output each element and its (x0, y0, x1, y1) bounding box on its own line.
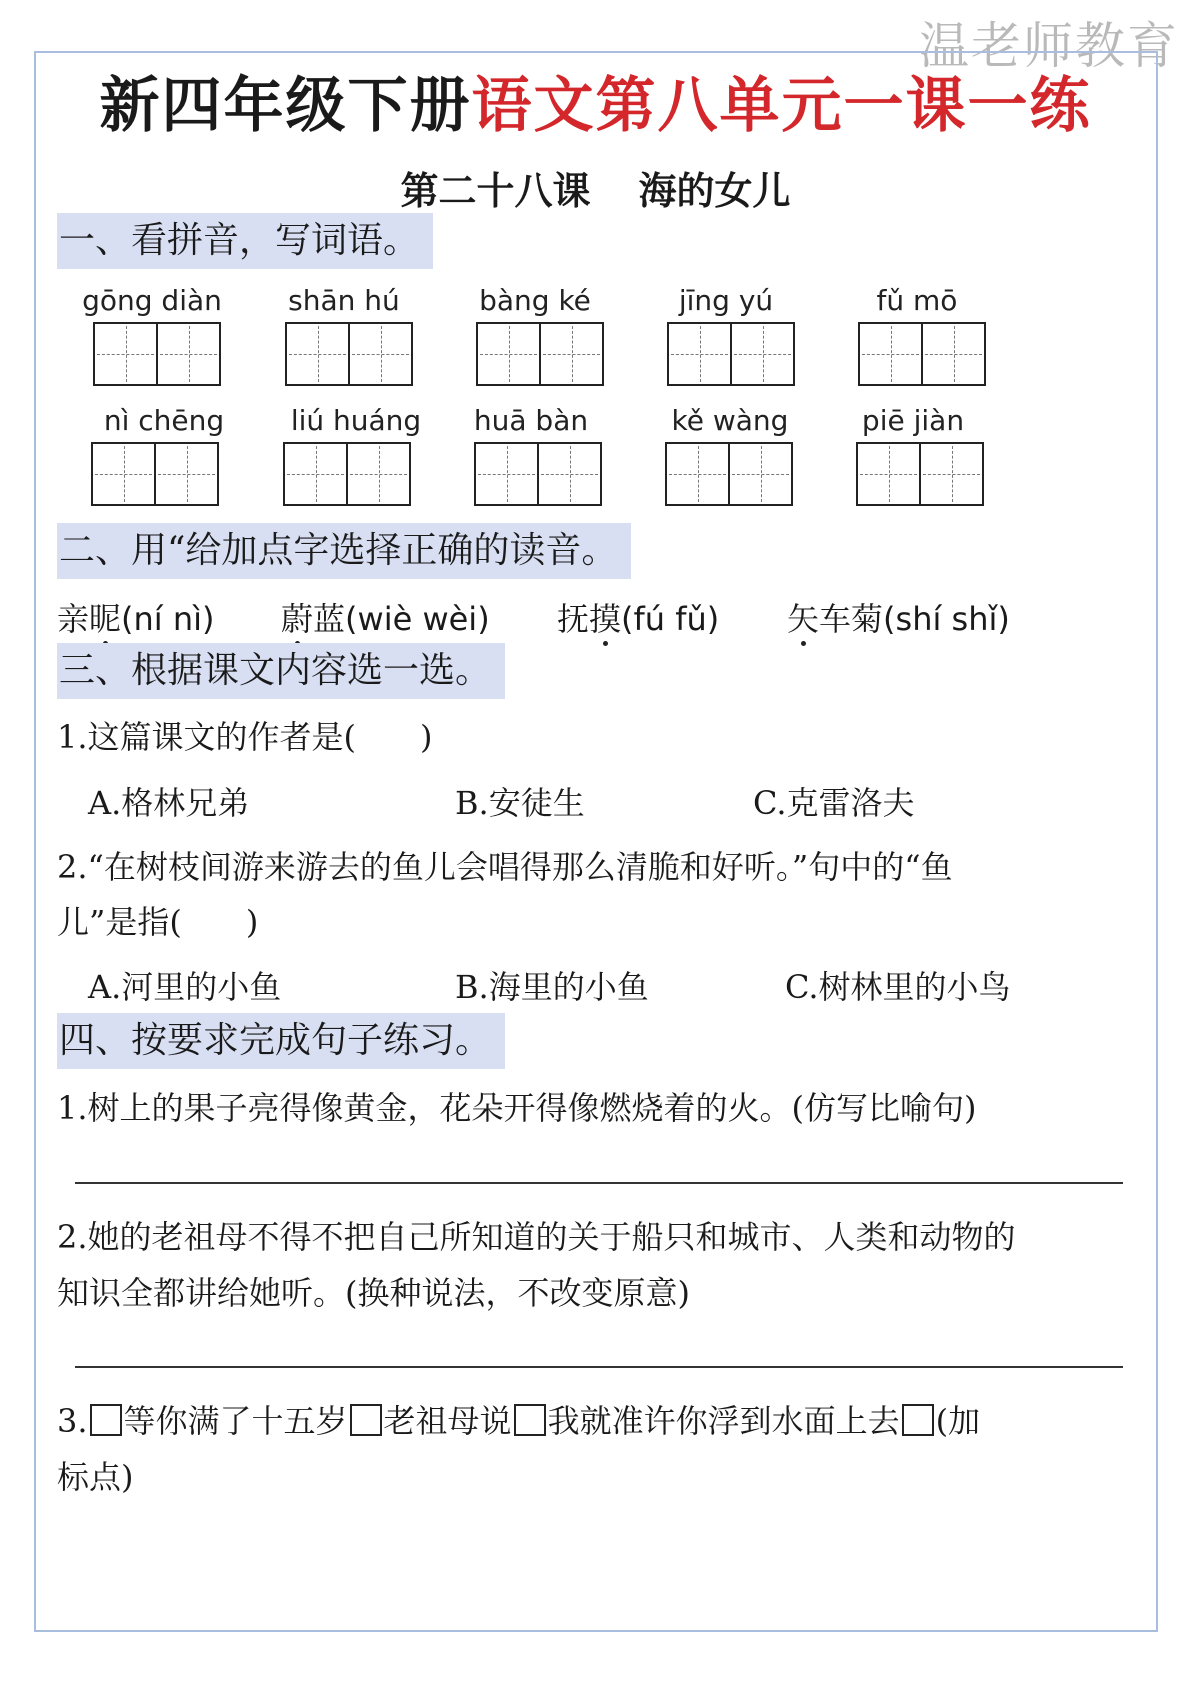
writing-grid[interactable] (667, 322, 795, 386)
writing-grid[interactable] (858, 322, 986, 386)
answer-line[interactable] (75, 1182, 1123, 1184)
writing-grid[interactable] (93, 322, 221, 386)
pinyin-label: liú huáng (290, 404, 422, 437)
dotted-char: 昵 (89, 594, 121, 640)
sentence-fragment: 老祖母说 (383, 1402, 512, 1440)
sentence-task-1: 1.树上的果子亮得像黄金，花朵开得像燃烧着的火。(仿写比喻句) (57, 1089, 977, 1127)
watermark: 温老师教育 (919, 17, 1179, 75)
pinyin-label: nì chēng (103, 404, 225, 437)
pinyin-label: kě wàng (671, 404, 789, 437)
page-title (0, 58, 1191, 144)
lesson-name: 海的女儿 (638, 169, 791, 213)
section-heading-2: 二、用“给加点字选择正确的读音。 (57, 523, 631, 579)
pinyin-options[interactable]: (shí shǐ) (883, 600, 1010, 638)
sentence-fragment: 我就准许你浮到水面上去 (547, 1402, 900, 1440)
sentence-task-2: 2.她的老祖母不得不把自己所知道的关于船只和城市、人类和动物的 (57, 1218, 1016, 1256)
sentence-task-2-cont: 知识全都讲给她听。(换种说法，不改变原意) (57, 1274, 690, 1312)
pinyin-label: gōng diàn (82, 284, 222, 317)
sentence-task-3-cont: 标点) (57, 1458, 134, 1496)
pinyin-label: piē jiàn (861, 404, 965, 437)
pinyin-options[interactable]: (ní nì) (121, 600, 215, 638)
option-c[interactable]: C.克雷洛夫 (753, 784, 915, 822)
writing-grid[interactable] (474, 442, 602, 506)
section-heading-3: 三、根据课文内容选一选。 (57, 643, 505, 699)
writing-grid[interactable] (91, 442, 219, 506)
pronunciation-item (281, 594, 490, 640)
item-text: 抚 (557, 600, 590, 638)
lesson-number: 第二十八课 (400, 169, 591, 213)
punctuation-box[interactable] (514, 1404, 546, 1436)
option-c[interactable]: C.树林里的小鸟 (785, 968, 1011, 1006)
pinyin-label: jīng yú (678, 284, 774, 317)
item-text: 亲 (57, 600, 90, 638)
answer-line[interactable] (75, 1366, 1123, 1368)
option-a[interactable]: A.河里的小鱼 (88, 968, 282, 1006)
dotted-char: 蔚 (281, 594, 313, 640)
pinyin-label: shān hú (288, 284, 400, 317)
pinyin-label: bàng ké (479, 284, 591, 317)
option-b[interactable]: B.海里的小鱼 (455, 968, 649, 1006)
writing-grid[interactable] (283, 442, 411, 506)
writing-grid[interactable] (285, 322, 413, 386)
writing-grid[interactable] (476, 322, 604, 386)
item-text: 蓝 (313, 600, 346, 638)
task-number: 3. (57, 1402, 88, 1440)
instruction-text: (加 (935, 1402, 981, 1440)
question-1: 1.这篇课文的作者是( ) (57, 718, 433, 756)
writing-grid[interactable] (856, 442, 984, 506)
question-2: 2.“在树枝间游来游去的鱼儿会唱得那么清脆和好听。”句中的“鱼 (57, 848, 953, 886)
dotted-char: 矢 (787, 594, 819, 640)
section-heading-4: 四、按要求完成句子练习。 (57, 1013, 505, 1069)
sentence-fragment: 等你满了十五岁 (123, 1402, 348, 1440)
pronunciation-item (557, 594, 719, 640)
pronunciation-item (57, 594, 215, 640)
item-text: 车菊 (819, 600, 884, 638)
option-a[interactable]: A.格林兄弟 (88, 784, 250, 822)
pinyin-options[interactable]: (fú fǔ) (621, 600, 720, 638)
dotted-char: 摸 (589, 594, 621, 640)
pinyin-options[interactable]: (wiè wèi) (345, 600, 490, 638)
title-unit: 语文第八单元一课一练 (471, 71, 1092, 141)
writing-grid[interactable] (665, 442, 793, 506)
pinyin-label: huā bàn (473, 404, 589, 437)
pronunciation-item (787, 594, 1010, 640)
pinyin-label: fǔ mō (876, 284, 958, 317)
title-grade: 新四年级下册 (99, 71, 472, 141)
option-b[interactable]: B.安徒生 (455, 784, 585, 822)
section-heading-1: 一、看拼音，写词语。 (57, 213, 433, 269)
sentence-task-3 (57, 1396, 980, 1442)
punctuation-box[interactable] (902, 1404, 934, 1436)
lesson-title (0, 160, 1191, 215)
question-2-cont: 儿”是指( ) (57, 903, 259, 941)
punctuation-box[interactable] (90, 1404, 122, 1436)
punctuation-box[interactable] (350, 1404, 382, 1436)
